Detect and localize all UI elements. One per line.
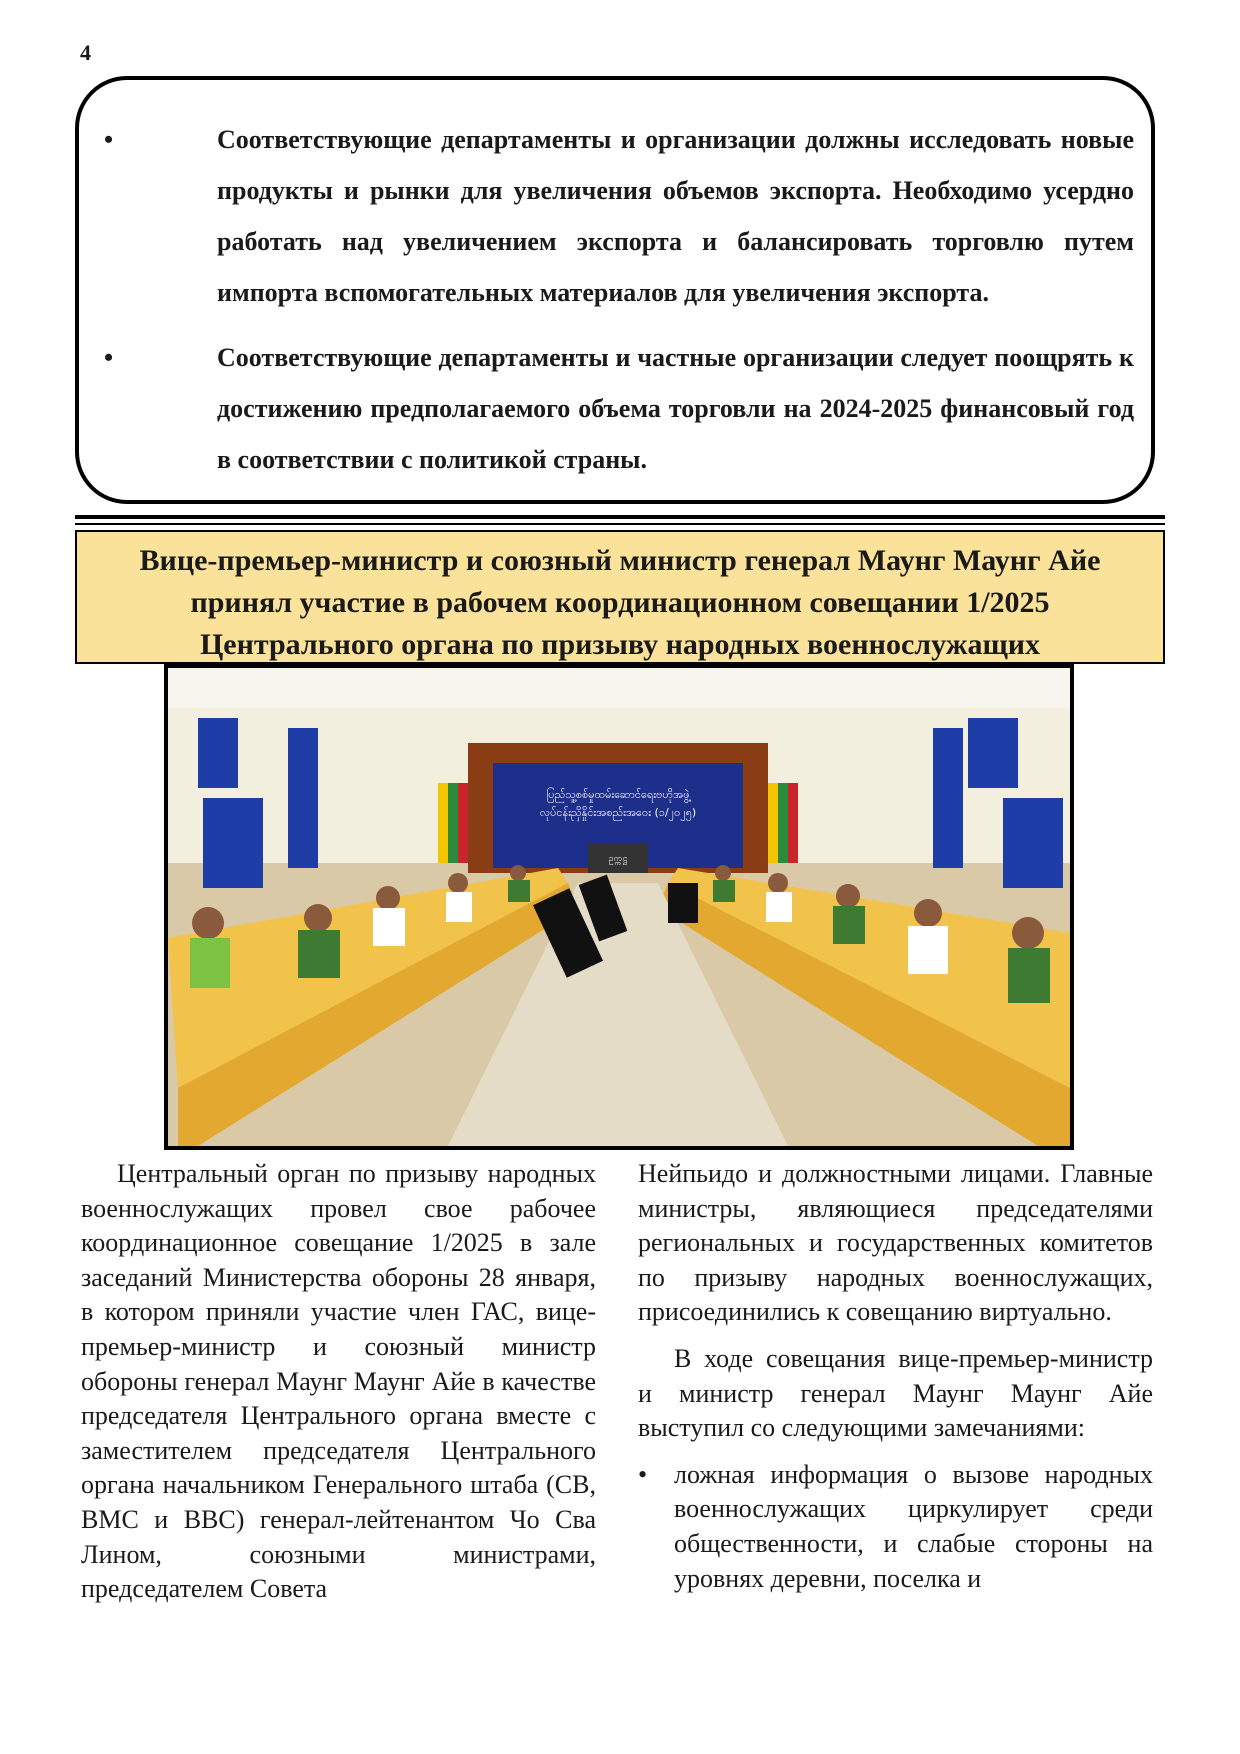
summary-bullet-2	[104, 332, 1134, 485]
headline-line-2: принял участие в рабочем координационном совещании 1/2025	[190, 586, 1050, 619]
meeting-photo	[164, 664, 1074, 1150]
headline-line-3: Центрального органа по призыву народных военнослужащих	[199, 628, 1041, 661]
summary-bullet-1	[104, 114, 1134, 318]
remarks-item	[638, 1458, 1153, 1596]
bullet-icon: •	[104, 125, 114, 154]
section-divider-thin	[75, 523, 1165, 525]
page-number: 4	[80, 40, 91, 65]
summary-bullet-text: Соответствующие департаменты и частные организации следует поощрять к достижению предполагаемого объема торговли на 2024-2025 финансовый год в соответствии с политикой страны.	[217, 343, 1134, 474]
summary-bullet-text: Соответствующие департаменты и организации должны исследовать новые продукты и рынки для увеличения объемов экспорта. Необходимо усердно работать над увеличением экспорта и балансировать торговлю путем импорта вспомогательных материалов для увеличения экспорта.	[217, 125, 1134, 307]
article-paragraph: В ходе совещания вице-премьер-министр и министр генерал Маунг Маунг Айе выступил со следующими замечаниями:	[638, 1343, 1153, 1443]
podium-label: ဥက္ကဋ္ဌ	[608, 854, 628, 864]
article-column-right	[638, 1157, 1153, 1596]
backdrop-text-2: လုပ်ငန်းညှိနှိုင်းအစည်းအဝေး (၁/၂၀၂၅)	[539, 806, 697, 819]
remarks-item-text: ложная информация о вызове народных военнослужащих циркулирует среди общественности, и слабые стороны на уровнях деревни, поселка и	[674, 1459, 1153, 1593]
article-column-left	[81, 1157, 596, 1607]
bullet-icon: •	[638, 1459, 648, 1489]
remarks-list	[638, 1458, 1153, 1596]
summary-box	[75, 76, 1155, 504]
article-paragraph: Центральный орган по призыву народных военнослужащих провел свое рабочее координационное совещание 1/2025 в зале заседаний Министерства обороны 28 января, в котором приняли участие член ГАС, вице-премьер-министр и союзный министр обороны генерал Маунг Маунг Айе в качестве председателя Центрального органа вместе с заместителем председателя Центрального органа начальником Генерального штаба (СВ, ВМС и ВВС) генерал-лейтенантом Чо Сва Лином, союзными министрами, председателем Совета	[81, 1159, 596, 1604]
article-headline	[75, 530, 1165, 664]
backdrop-text-1: ပြည်သူ့စစ်မှုထမ်းဆောင်ရေးဗဟိုအဖွဲ့	[546, 788, 690, 801]
bullet-icon: •	[104, 343, 114, 372]
summary-bullet-list	[104, 114, 1134, 499]
section-divider	[75, 515, 1165, 519]
headline-line-1: Вице-премьер-министр и союзный министр генерал Маунг Маунг Айе	[139, 544, 1101, 577]
article-paragraph-continued: Нейпьидо и должностными лицами. Главные министры, являющиеся председателями региональных и государственных комитетов по призыву народных военнослужащих, присоединились к совещанию виртуально.	[638, 1159, 1153, 1327]
